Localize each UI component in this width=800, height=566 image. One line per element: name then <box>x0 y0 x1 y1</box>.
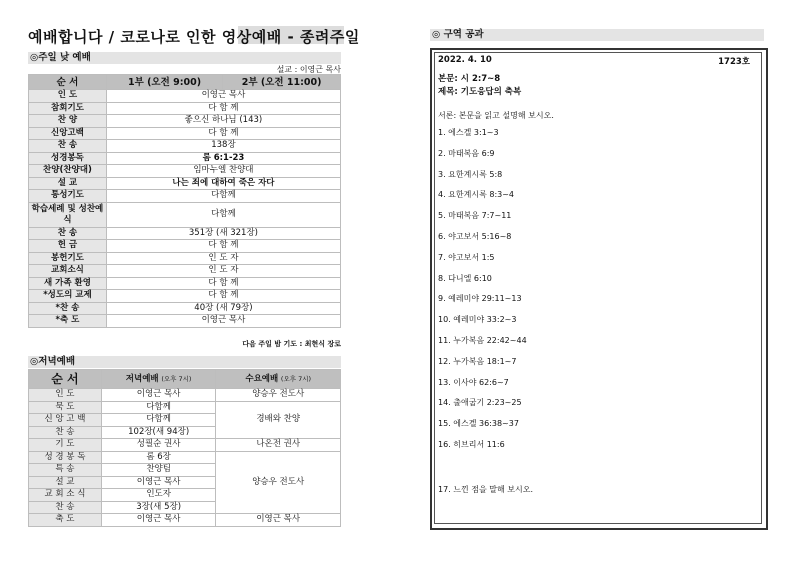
evening-row-label: 교 회 소 식 <box>29 489 102 502</box>
study-question: 13. 이사야 62:6~7 <box>438 377 509 387</box>
morning-row-value: 다함께 <box>106 202 340 227</box>
evening-row-value: 찬양팀 <box>101 464 216 477</box>
morning-row-label: 신앙고백 <box>29 127 107 140</box>
evening-row-value: 이영근 목사 <box>101 476 216 489</box>
evening-header-evening: 저녁예배 (오후 7시) <box>101 370 216 389</box>
study-question: 10. 예레미야 33:2~3 <box>438 315 517 325</box>
study-question: 12. 누가복음 18:1~7 <box>438 356 517 366</box>
evening-row-value: 3장(새 5장) <box>101 501 216 514</box>
morning-row-label: 봉헌기도 <box>29 252 107 265</box>
wednesday-sermon: 양승우 전도사 <box>216 451 341 514</box>
morning-row <box>29 240 341 253</box>
page-title: 예배합니다 / 코로나로 인한 영상예배 - 종려주일 <box>28 28 360 46</box>
study-box-inner <box>434 52 762 524</box>
morning-row <box>29 302 341 315</box>
study-question: 3. 요한계시록 5:8 <box>438 169 503 179</box>
morning-row-label: 찬 송 <box>29 227 107 240</box>
morning-row-label: 헌 금 <box>29 240 107 253</box>
morning-row <box>29 140 341 153</box>
morning-row <box>29 290 341 303</box>
morning-row-value: 351장 (새 321장) <box>106 227 340 240</box>
morning-row-value: 이영근 목사 <box>106 90 340 103</box>
morning-row <box>29 277 341 290</box>
morning-row-label: *찬 송 <box>29 302 107 315</box>
morning-row-value: 인 도 자 <box>106 265 340 278</box>
morning-order-table <box>28 74 341 328</box>
morning-row-value: 40장 (새 79장) <box>106 302 340 315</box>
evening-row-label: 설 교 <box>29 476 102 489</box>
wednesday-leader: 양승우 전도사 <box>216 389 341 402</box>
evening-row-label: 축 도 <box>29 514 102 527</box>
study-question: 1. 에스겔 3:1~3 <box>438 128 499 137</box>
study-intro: 서론: 본문을 읽고 설명해 보시오. <box>438 111 554 120</box>
morning-row-label: 찬양(찬양대) <box>29 165 107 178</box>
morning-row-value: 좋으신 하나님 (143) <box>106 115 340 128</box>
evening-row-label: 특 송 <box>29 464 102 477</box>
morning-row-label: 찬 양 <box>29 115 107 128</box>
study-question: 7. 야고보서 1:5 <box>438 252 495 262</box>
evening-row-value: 인도자 <box>101 489 216 502</box>
evening-order-table <box>28 369 341 527</box>
morning-row <box>29 165 341 178</box>
morning-row-value: 다함께 <box>106 190 340 203</box>
evening-row-label: 성 경 봉 독 <box>29 451 102 464</box>
morning-row-value: 다 함 께 <box>106 277 340 290</box>
header-second-service: 2부 (오전 11:00) <box>223 75 341 90</box>
morning-row <box>29 127 341 140</box>
next-prayer-note: 다음 주일 밤 기도 : 최현식 장로 <box>242 340 341 348</box>
study-question: 9. 예레미야 29:11~13 <box>438 294 522 304</box>
evening-row-label: 묵 도 <box>29 401 102 414</box>
header-order: 순 서 <box>29 75 107 90</box>
study-passage: 본문: 시 2:7~8 <box>438 74 501 84</box>
morning-preacher: 설교 : 이영근 목사 <box>276 65 341 74</box>
morning-row-label: 인 도 <box>29 90 107 103</box>
evening-row-label: 찬 송 <box>29 426 102 439</box>
wednesday-benediction: 이영근 목사 <box>216 514 341 527</box>
evening-row-value: 다함께 <box>101 414 216 427</box>
evening-row-label: 기 도 <box>29 439 102 452</box>
morning-row-label: 새 가족 환영 <box>29 277 107 290</box>
study-question: 4. 요한계시록 8:3~4 <box>438 190 515 200</box>
morning-row-value: 다 함 께 <box>106 290 340 303</box>
morning-row-value: 임마누엘 찬양대 <box>106 165 340 178</box>
study-question: 6. 야고보서 5:16~8 <box>438 232 512 241</box>
morning-row <box>29 315 341 328</box>
wednesday-worship: 경배와 찬양 <box>216 401 341 439</box>
evening-row-value: 102장(새 94장) <box>101 426 216 439</box>
morning-row <box>29 102 341 115</box>
study-question: 8. 다니엘 6:10 <box>438 273 492 283</box>
morning-row-label: *축 도 <box>29 315 107 328</box>
study-question: 5. 마태복음 7:7~11 <box>438 211 512 221</box>
morning-row-label: 교회소식 <box>29 265 107 278</box>
study-heading: ◎ 구역 공과 <box>430 29 764 41</box>
morning-row <box>29 190 341 203</box>
morning-row <box>29 177 341 190</box>
morning-row-label: 참회기도 <box>29 102 107 115</box>
morning-row-value: 다 함 께 <box>106 240 340 253</box>
morning-row <box>29 202 341 227</box>
evening-row <box>29 401 341 414</box>
evening-row <box>29 451 341 464</box>
morning-row-value: 인 도 자 <box>106 252 340 265</box>
evening-row-value: 이영근 목사 <box>101 389 216 402</box>
morning-row-label: 설 교 <box>29 177 107 190</box>
morning-row <box>29 152 341 165</box>
morning-row-value: 롬 6:1-23 <box>106 152 340 165</box>
evening-header-wednesday: 수요예배 (오후 7시) <box>216 370 341 389</box>
study-date: 2022. 4. 10 <box>438 55 492 65</box>
evening-row-value: 이영근 목사 <box>101 514 216 527</box>
morning-row-label: 찬 송 <box>29 140 107 153</box>
header-first-service: 1부 (오전 9:00) <box>106 75 222 90</box>
morning-row-label: 학습세례 및 성찬예식 <box>29 202 107 227</box>
morning-row-value: 다 함 께 <box>106 127 340 140</box>
morning-row-value: 다 함 께 <box>106 102 340 115</box>
morning-row <box>29 90 341 103</box>
morning-row-label: *성도의 교제 <box>29 290 107 303</box>
morning-row-value: 138장 <box>106 140 340 153</box>
wednesday-prayer: 나온전 권사 <box>216 439 341 452</box>
morning-row-label: 통성기도 <box>29 190 107 203</box>
evening-row-label: 신 앙 고 백 <box>29 414 102 427</box>
morning-row-value: 이영근 목사 <box>106 315 340 328</box>
study-question: 11. 누가복음 22:42~44 <box>438 336 527 345</box>
evening-row-label: 찬 송 <box>29 501 102 514</box>
morning-row <box>29 115 341 128</box>
evening-header-order: 순 서 <box>29 370 102 389</box>
morning-row-value: 나는 죄에 대하여 죽은 자다 <box>106 177 340 190</box>
study-question: 15. 에스겔 36:38~37 <box>438 419 519 429</box>
study-question: 2. 마태복음 6:9 <box>438 148 495 158</box>
evening-row <box>29 514 341 527</box>
study-subject: 제목: 기도응답의 축복 <box>438 87 522 97</box>
morning-row <box>29 227 341 240</box>
evening-row <box>29 439 341 452</box>
evening-heading: ◎저녁예배 <box>28 356 341 368</box>
study-question: 14. 출애굽기 2:23~25 <box>438 398 522 408</box>
evening-header-row <box>29 370 341 389</box>
evening-row-value: 롬 6장 <box>101 451 216 464</box>
evening-row-value: 성필순 권사 <box>101 439 216 452</box>
morning-row <box>29 265 341 278</box>
study-question: 16. 히브리서 11:6 <box>438 440 505 449</box>
evening-row <box>29 389 341 402</box>
study-issue: 1723호 <box>718 57 750 67</box>
morning-row-label: 성경봉독 <box>29 152 107 165</box>
evening-row-label: 인 도 <box>29 389 102 402</box>
study-closing: 17. 느낀 점을 말해 보시오. <box>438 485 533 494</box>
morning-header-row <box>29 75 341 90</box>
morning-row <box>29 252 341 265</box>
morning-heading: ◎주일 낮 예배 <box>28 52 341 64</box>
evening-row-value: 다함께 <box>101 401 216 414</box>
